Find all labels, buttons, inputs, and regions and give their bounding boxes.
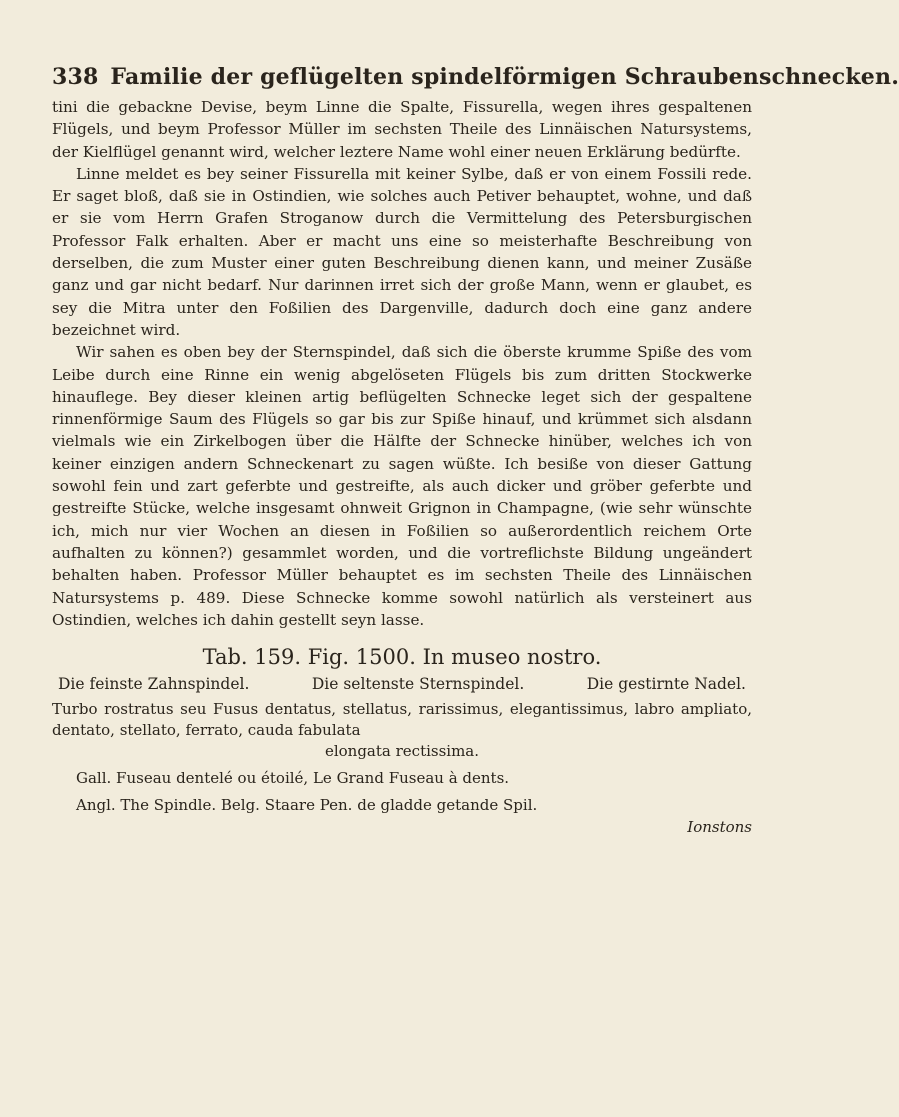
catchword: Ionstons (687, 818, 752, 837)
french-name: Gall. Fuseau dentelé ou étoilé, Le Grand Fuseau à dents. (76, 769, 510, 788)
english-dutch-name: Angl. The Spindle. Belg. Staare Pen. de gladde getande Spil. (76, 796, 538, 815)
paragraph: tini die gebackne Devise, beym Linne die Spalte, Fissurella, wegen ihres gespaltenen Flügels, und beym Professor Müller im sechsten Theile des Linnäischen Natursystems, der Kielflügel genannt wird, welcher leztere Name wohl einer neuen Erklärung bedürfte. (52, 98, 752, 161)
paragraph: Wir sahen es oben bey der Sternspindel, daß sich die öberste krumme Spiße des vom Leibe durch eine Rinne ein wenig abgelöseten Flügels bis zum dritten Stockwerke hinauflege. Bey dieser kleinen artig beflügelten Schnecke leget sich der gespaltene rinnenförmige Saum des Flügels so gar bis zur Spiße hinauf, und krümmet sich alsdann vielmals wie ein Zirkelbogen über die Hälfte der Schnecke hinüber, welches ich von keiner einzigen andern Schneckenart zu sagen wüßte. Ich besiße von dieser Gattung sowohl fein und zart geferbte und gestreifte, als auch dicker und gröber geferbte und gestreifte Stücke, welche insgesamt ohnweit Grignon in Champagne, (wie sehr wünschte ich, mich nur vier Wochen an diesen in Foßilien so außerordentlich reichem Orte aufhalten zu können?) gesammlet worden, und die vortreflichste Bildung ungeändert behalten haben. Professor Müller behauptet es im sechsten Theile des Linnäischen Natursystems p. 489. Diese Schnecke komme sowohl natürlich als versteinert aus Ostindien, welches ich dahin gestellt seyn lasse. (52, 343, 752, 629)
running-header (52, 64, 899, 90)
page-number: 338 (52, 64, 99, 90)
common-name: Die gestirnte Nadel. (586, 675, 746, 694)
page-title: Familie der geflügelten spindelförmigen Schraubenschnecken. (110, 64, 899, 90)
common-names (52, 675, 752, 693)
plate-reference: Tab. 159. Fig. 1500. In museo nostro. (202, 645, 602, 670)
latin-description (52, 699, 752, 762)
common-name: Die feinste Zahnspindel. (58, 675, 250, 694)
page (52, 64, 899, 837)
paragraph: Linne meldet es bey seiner Fissurella mit keiner Sylbe, daß er von einem Fossili rede. Er saget bloß, daß sie in Ostindien, wie solches auch Petiver behauptet, wohne, und daß er sie vom Herrn Grafen Stroganow durch die Vermittelung des Petersburgischen Professor Falk erhalten. Aber er macht uns eine so meisterhafte Beschreibung von derselben, die zum Muster einer guten Beschreibung dienen kann, und meiner Zusäße ganz und gar nicht bedarf. Nur darinnen irret sich der große Mann, wenn er glaubet, es sey die Mitra unter den Foßilien des Dargenville, dadurch doch eine ganz andere bezeichnet wird. (52, 164, 752, 339)
common-name: Die seltenste Sternspindel. (311, 675, 525, 694)
latin-line: elongata rectissima. (324, 742, 480, 761)
latin-line: Turbo rostratus seu Fusus dentatus, stellatus, rarissimus, elegantissimus, labro ampliato, dentato, stellato, ferrato, cauda fabulata (52, 700, 752, 740)
